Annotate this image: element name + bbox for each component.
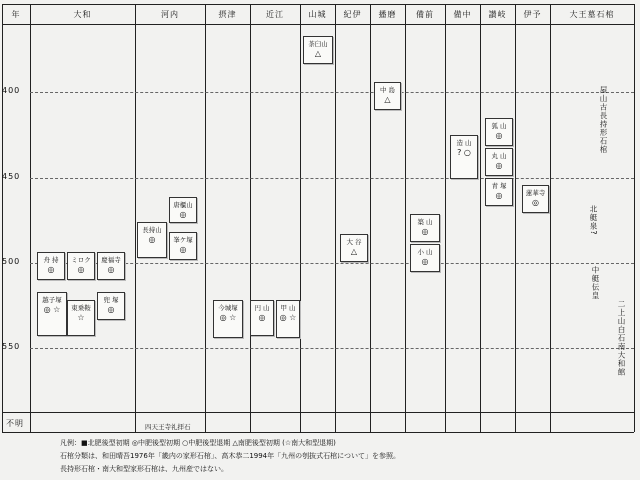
site-mark: ◎: [47, 265, 55, 274]
site-name: 狐 山: [491, 122, 507, 130]
site-box: [303, 36, 333, 64]
site-name: 兜 塚: [103, 296, 119, 304]
year-label-500: 500: [2, 257, 21, 266]
header-region-bizen: 備前: [416, 9, 434, 19]
unknown-row-label: 不明: [6, 419, 24, 428]
site-name: 甲 山: [280, 304, 296, 312]
site-name: 長持山: [142, 226, 162, 234]
site-box: [97, 292, 125, 320]
site-name: 造 山: [456, 139, 472, 147]
col-line: [300, 4, 301, 432]
site-mark: ◎: [179, 245, 187, 254]
header-year: 年: [11, 9, 21, 19]
site-mark: ◎: [495, 161, 503, 170]
note-vertical: 中艇伝皇: [591, 266, 600, 300]
site-mark: △: [384, 95, 391, 104]
site-mark: △: [350, 247, 358, 256]
site-mark: ◎: [495, 191, 503, 200]
site-box: [485, 178, 513, 206]
site-name: 峯ケ塚: [173, 236, 193, 244]
note-vertical: 屋山古長持形石棺: [599, 86, 608, 154]
site-box: [169, 197, 197, 223]
header-region-omi: 近江: [266, 9, 284, 19]
site-name: 唐櫃山: [173, 201, 193, 209]
site-name: 越子塚: [42, 296, 62, 304]
header-region-okimi: 大王墓石棺: [569, 9, 615, 19]
header-region-bitchu: 備中: [453, 9, 472, 19]
site-mark: ? ○: [457, 148, 471, 157]
site-box: [410, 214, 440, 242]
note-vertical: 二上山白石南大和館: [617, 300, 626, 377]
col-line: [634, 4, 635, 432]
site-box: [137, 222, 167, 258]
site-mark: ◎: [421, 227, 429, 236]
year-gridline: [30, 92, 634, 93]
site-mark: ◎: [421, 257, 429, 266]
col-line: [445, 4, 446, 432]
col-line: [405, 4, 406, 432]
year-label-450: 450: [2, 172, 21, 181]
site-name: 慶福寺: [101, 256, 121, 264]
col-line: [480, 4, 481, 432]
top-rule: [2, 4, 634, 5]
col-line: [2, 4, 3, 432]
site-mark: ◎ ☆: [43, 305, 61, 314]
year-label-550: 550: [2, 342, 21, 351]
header-region-harima: 播磨: [378, 9, 397, 19]
unknown-rule: [2, 412, 634, 413]
site-name: 青 塚: [491, 182, 507, 190]
col-line: [335, 4, 336, 432]
site-mark: ◎ ☆: [219, 313, 237, 322]
site-box: [485, 118, 513, 146]
site-box: [485, 148, 513, 176]
site-mark: ☆: [77, 313, 85, 322]
year-label-400: 400: [2, 86, 21, 95]
site-box: [450, 135, 478, 179]
col-line: [205, 4, 206, 432]
site-mark: ◎: [532, 198, 539, 207]
site-box: [340, 234, 368, 262]
header-region-sanuki: 讃岐: [488, 9, 507, 19]
legend-text: 凡例：■北肥後型初期 ◎中肥後型初期 ○中肥後型退期 △南肥後型初期 (☆南大和型退期): [60, 439, 336, 447]
site-mark: ◎: [179, 210, 187, 219]
site-mark: ◎: [107, 265, 115, 274]
site-mark: ◎: [107, 305, 115, 314]
bottom-rule: [2, 432, 634, 433]
site-mark: ◎: [258, 313, 266, 322]
site-name: 中 島: [379, 86, 396, 94]
site-mark: ◎: [495, 131, 503, 140]
col-line: [550, 4, 551, 432]
header-region-settsu: 摂津: [218, 9, 237, 19]
site-box: [67, 300, 95, 336]
site-mark: △: [314, 49, 322, 58]
header-rule: [2, 24, 634, 25]
site-name: 蓮華寺: [525, 189, 546, 197]
site-name: 茶臼山: [308, 40, 328, 48]
col-line: [250, 4, 251, 432]
year-gridline: [30, 178, 634, 179]
site-name: 大 谷: [346, 238, 362, 246]
site-box: [276, 300, 300, 338]
site-box: [213, 300, 243, 338]
site-mark: ◎ ☆: [279, 313, 297, 322]
site-box: [67, 252, 95, 280]
site-box: [97, 252, 125, 280]
site-name: 東乗鞍: [71, 304, 91, 312]
site-name: 丸 山: [491, 152, 507, 160]
site-name: 築 山: [417, 218, 433, 226]
col-line: [370, 4, 371, 432]
footer-note-2: 長持形石棺・南大和型家形石棺は、九州産ではない。: [60, 465, 228, 473]
site-box: [37, 292, 67, 336]
site-mark: ◎: [148, 235, 156, 244]
header-region-yamato: 大和: [73, 9, 92, 19]
site-box: [37, 252, 65, 280]
header-region-kii: 紀伊: [343, 9, 362, 19]
year-gridline: [30, 348, 634, 349]
site-box: [250, 300, 274, 336]
note-vertical: 北艇泉?: [589, 205, 598, 236]
col-line: [135, 4, 136, 432]
header-region-iyo: 伊予: [523, 9, 542, 19]
site-name: 小 山: [417, 248, 433, 256]
site-name: ミロク: [71, 256, 91, 264]
header-region-kawachi: 河内: [161, 9, 179, 19]
footer-note-1: 石棺分類は、和田晴吾1976年「畿内の家形石棺」、高木恭二1994年「九州の刳抜式石棺について」を参照。: [60, 452, 400, 460]
site-name: 舟 持: [43, 256, 59, 264]
site-box: [410, 244, 440, 272]
site-mark: ◎: [77, 265, 85, 274]
site-box: [374, 82, 401, 110]
unknown-site: 四天王寺礼拝石: [145, 423, 191, 431]
site-name: 円 山: [254, 304, 270, 312]
site-box: [522, 185, 549, 213]
col-line: [30, 4, 31, 432]
col-line: [515, 4, 516, 432]
site-name: 今城塚: [218, 304, 238, 312]
header-region-yamashiro: 山城: [308, 9, 327, 19]
site-box: [169, 232, 197, 260]
